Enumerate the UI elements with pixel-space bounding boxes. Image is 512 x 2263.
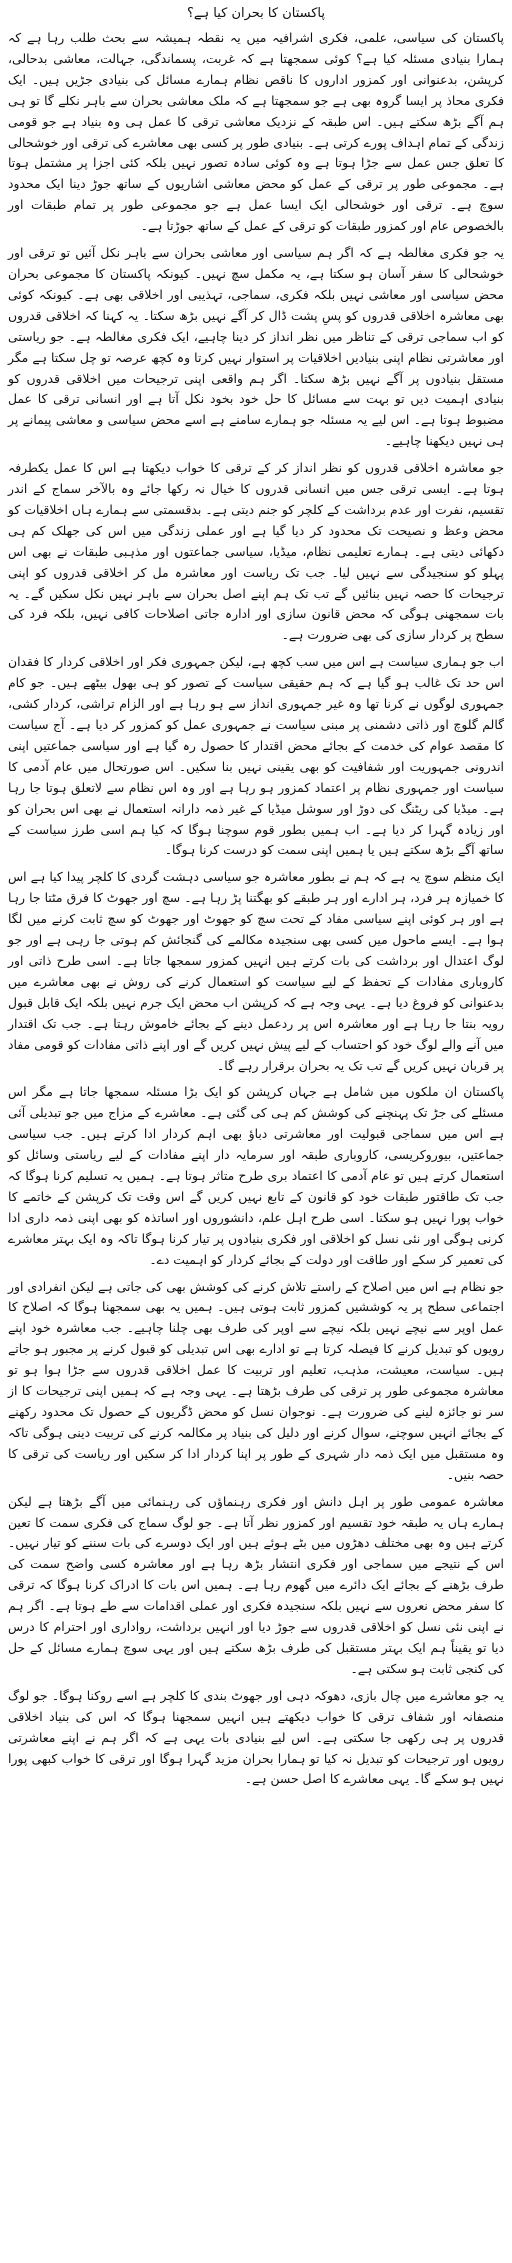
article-paragraph-4: اب جو ہماری سیاست ہے اس میں سب کچھ ہے، لیکن جمہوری فکر اور اخلاقی کردار کا فقدان اس حد تک غالب ہو گیا ہے کہ ہم حقیقی سیاست کے تصور کو ہی بھول بیٹھے ہیں۔ جو کام جمہوری لوگوں نے کرنا تھا وہ غیر جمہوری انداز سے ہو رہا ہے اور الزام تراشی، کردار کشی، گالم گلوچ اور ذاتی دشمنی پر مبنی سیاست نے جمہوری عمل کو کمزور کر دیا ہے۔ آج سیاست کا مقصد عوام کی خدمت کے بجائے محض اقتدار کا حصول رہ گیا ہے اور سیاسی جماعتیں اپنی اندرونی جمہوریت اور شفافیت کو بھی یقینی نہیں بنا سکیں۔ اس صورتحال میں عام آدمی کا سیاست اور جمہوری نظام پر اعتماد کمزور ہو رہا ہے اور وہ اس نظام سے لاتعلق ہوتا جا رہا ہے۔ میڈیا کی ریٹنگ کی دوڑ اور سوشل میڈیا کے غیر ذمہ دارانہ استعمال نے بھی اس بحران کو اور زیادہ گہرا کر دیا ہے۔ اب ہمیں بطور قوم سوچنا ہوگا کہ کیا ہم اسی طرز سیاست کے ساتھ آگے بڑھ سکتے ہیں یا ہمیں اپنی سمت کو درست کرنا ہوگا۔ [8,654,504,858]
article-paragraph-7: جو نظام ہے اس میں اصلاح کے راستے تلاش کرنے کی کوشش بھی کی جاتی ہے لیکن انفرادی اور اجتماعی سطح پر یہ کوششیں کمزور ثابت ہوتی ہیں۔ ہمیں یہ بھی سمجھنا ہوگا کہ اصلاح کا عمل اوپر سے نیچے نہیں بلکہ نیچے سے اوپر کی طرف بھی چلنا چاہیے۔ جب معاشرہ خود اپنے رویوں کو تبدیل کرنے کا فیصلہ کرتا ہے تو ادارے بھی اس تبدیلی کو قبول کرنے پر مجبور ہو جاتے ہیں۔ سیاست، معیشت، مذہب، تعلیم اور تربیت کا عمل اخلاقی قدروں سے جڑا ہوا ہو تو معاشرہ مجموعی طور پر ترقی کی طرف بڑھتا ہے۔ یہی وجہ ہے کہ ہمیں اپنی ترجیحات کا از سر نو جائزہ لینے کی ضرورت ہے۔ نوجوان نسل کو محض ڈگریوں کے حصول تک محدود رکھنے کے بجائے انہیں سوچنے، سوال کرنے اور دلیل کی بنیاد پر مکالمہ کرنے کی تربیت دینی ہوگی تاکہ وہ مستقبل میں ایک ذمہ دار شہری کے طور پر اپنا کردار ادا کر سکیں اور ریاست کی ترقی کا حصہ بنیں۔ [8,1278,504,1482]
article-paragraph-8: معاشرہ عمومی طور پر اہل دانش اور فکری رہنماؤں کی رہنمائی میں آگے بڑھتا ہے لیکن ہمارے ہاں یہ طبقہ خود تقسیم اور کمزور نظر آتا ہے۔ جو لوگ سماج کی فکری سمت کا تعین کرتے ہیں وہ بھی مختلف دھڑوں میں بٹے ہوئے ہیں اور ایک دوسرے کی بات سننے کو تیار نہیں۔ اس کے نتیجے میں سماجی اور فکری انتشار بڑھ رہا ہے اور معاشرہ کسی واضح سمت کی طرف بڑھنے کے بجائے ایک دائرے میں گھوم رہا ہے۔ ہمیں اس بات کا ادراک کرنا ہوگا کہ ترقی کا سفر محض نعروں سے نہیں بلکہ سنجیدہ فکری اور عملی اقدامات سے طے ہوتا ہے۔ اگر ہم نے اپنی نئی نسل کو اخلاقی قدروں سے جوڑ دیا اور انہیں برداشت، رواداری اور احترام کا درس دیا تو یقیناً ہم ایک بہتر مستقبل کی طرف بڑھ سکتے ہیں اور یہی سوچ ہمارے مسائل کے حل کی کنجی ثابت ہو سکتی ہے۔ [8,1493,504,1676]
article-paragraph-5: ایک منظم سوچ یہ ہے کہ ہم نے بطور معاشرہ جو سیاسی دہشت گردی کا کلچر پیدا کیا ہے اس کا خمیازہ ہر فرد، ہر ادارے اور ہر طبقے کو بھگتنا پڑ رہا ہے۔ سچ اور جھوٹ کا فرق مٹتا جا رہا ہے اور ہر کوئی اپنے سیاسی مفاد کے تحت سچ کو جھوٹ اور جھوٹ کو سچ ثابت کرنے میں لگا ہوا ہے۔ ایسے ماحول میں کسی بھی سنجیدہ مکالمے کی گنجائش کم ہوتی جا رہی ہے اور جو لوگ اعتدال اور برداشت کی بات کرتے ہیں انہیں کمزور سمجھا جاتا ہے۔ اسی طرح ذاتی اور کاروباری مفادات کے تحفظ کے لیے سیاست کو استعمال کرنے کی روش نے بھی معاشرے میں بدعنوانی کو فروغ دیا ہے۔ یہی وجہ ہے کہ کرپشن اب محض ایک جرم نہیں بلکہ ایک قابل قبول رویہ بنتا جا رہا ہے اور معاشرہ اس پر ردعمل دینے کے بجائے خاموش رہتا ہے۔ جب تک اقتدار میں آنے والے لوگ خود کو احتساب کے لیے پیش نہیں کریں گے اور اپنے ذاتی مفادات کو قومی مفاد پر قربان نہیں کریں گے تب تک یہ بحران برقرار رہے گا۔ [8,869,504,1073]
article-paragraph-1: پاکستان کی سیاسی، علمی، فکری اشرافیہ میں یہ نقطہ ہمیشہ سے بحث طلب رہا ہے کہ ہمارا بنیادی مسئلہ کیا ہے؟ کوئی سمجھتا ہے کہ غربت، پسماندگی، جہالت، معاشی بدحالی، کرپشن، بدعنوانی اور کمزور اداروں کا ناقص نظام ہمارے مسائل کی بنیادی جڑیں ہیں۔ ایک فکری محاذ پر ایسا گروہ بھی ہے جو سمجھتا ہے کہ ملک معاشی بحران سے باہر نکلے گا تو ہی ہم آگے بڑھ سکتے ہیں۔ اس طبقہ کے نزدیک معاشی ترقی کا عمل ہی وہ بنیاد ہے جو قومی زندگی کے تمام اہداف پورے کرتی ہے۔ بنیادی طور پر کسی بھی معاشرے کی ترقی اور خوشحالی کا تعلق جس عمل سے جڑا ہوتا ہے وہ کوئی سادہ تصور نہیں بلکہ کئی اجزا پر مشتمل ہوتا ہے۔ مجموعی طور پر ترقی کے عمل کو محض معاشی اشاریوں کے ساتھ جوڑ دینا ایک محدود سوچ ہے۔ ترقی اور خوشحالی ایک ایسا عمل ہے جو مجموعی طور پر تمام طبقات اور بالخصوص عام اور کمزور طبقات کو ترقی کے عمل کے ساتھ جوڑتا ہے۔ [8,30,504,234]
article-paragraph-2: یہ جو فکری مغالطہ ہے کہ اگر ہم سیاسی اور معاشی بحران سے باہر نکل آئیں تو ترقی اور خوشحالی کا سفر آسان ہو سکتا ہے، یہ مکمل سچ نہیں۔ کیونکہ پاکستان کا مجموعی بحران محض سیاسی اور معاشی نہیں بلکہ فکری، سماجی، تہذیبی اور اخلاقی بھی ہے۔ کیونکہ کوئی بھی معاشرہ اخلاقی قدروں کو پسِ پشت ڈال کر آگے نہیں بڑھ سکتا۔ یہ کہنا کہ اخلاقی قدروں کو اب سماجی ترقی کے تناظر میں نظر انداز کر دینا چاہیے، ایک فکری مغالطہ ہے۔ جو ریاستی اور معاشرتی نظام اپنی بنیادیں اخلاقیات پر استوار نہیں کرتا وہ کچھ عرصہ تو چل سکتا ہے مگر مستقل بنیادوں پر آگے نہیں بڑھ سکتا۔ اگر ہم واقعی اپنی ترجیحات میں اخلاقی قدروں کو بنیادی اہمیت دیں تو بہت سے مسائل کا حل خود بخود نکل آتا ہے اور انسانی ترقی کا عمل مضبوط ہوتا ہے۔ اس لیے یہ مسئلہ جو ہمارے سامنے ہے اسے محض سیاسی و معاشی پیمانے پر ہی نہیں دیکھنا چاہیے۔ [8,245,504,449]
article-paragraph-3: جو معاشرہ اخلاقی قدروں کو نظر انداز کر کے ترقی کا خواب دیکھتا ہے اس کا عمل یکطرفہ ہوتا ہے۔ ایسی ترقی جس میں انسانی قدروں کا خیال نہ رکھا جائے وہ بالآخر سماج کے اندر تقسیم، نفرت اور عدم برداشت کے کلچر کو جنم دیتی ہے۔ بدقسمتی سے ہمارے ہاں اخلاقیات کو محض وعظ و نصیحت تک محدود کر دیا گیا ہے اور عملی زندگی میں اس کی جھلک کم ہی دکھائی دیتی ہے۔ ہمارے تعلیمی نظام، میڈیا، سیاسی جماعتوں اور مذہبی طبقات نے بھی اس پہلو کو سنجیدگی سے نہیں لیا۔ جب تک ریاست اور معاشرہ مل کر اخلاقی قدروں کو اپنی ترجیحات کا حصہ نہیں بنائیں گے تب تک ہم اپنے اصل بحران سے باہر نہیں نکل سکیں گے۔ یہ بات سمجھنی ہوگی کہ محض قانون سازی اور ادارہ جاتی اصلاحات کافی نہیں، بلکہ فرد کی سطح پر کردار سازی کی بھی ضرورت ہے۔ [8,460,504,643]
article-paragraph-9: یہ جو معاشرے میں چال بازی، دھوکہ دہی اور جھوٹ بندی کا کلچر ہے اسے روکنا ہوگا۔ جو لوگ منصفانہ اور شفاف ترقی کا خواب دیکھتے ہیں انہیں سمجھنا ہوگا کہ اس کی بنیاد اخلاقی قدروں پر ہی رکھی جا سکتی ہے۔ اس لیے بنیادی بات یہی ہے کہ اگر ہم نے اپنے معاشرتی رویوں اور ترجیحات کو تبدیل نہ کیا تو ہمارا بحران مزید گہرا ہوگا اور ترقی کا خواب کبھی پورا نہیں ہو سکے گا۔ یہی معاشرے کا اصل حسن ہے۔ [8,1687,504,1787]
article-title: پاکستان کا بحران کیا ہے؟ [186,6,326,21]
article-paragraph-6: پاکستان ان ملکوں میں شامل ہے جہاں کرپشن کو ایک بڑا مسئلہ سمجھا جاتا ہے مگر اس مسئلے کی جڑ تک پہنچنے کی کوشش کم ہی کی گئی ہے۔ معاشرے کے مزاج میں جو تبدیلی آئی ہے اس میں سماجی قبولیت اور معاشرتی دباؤ بھی اہم کردار ادا کرتے ہیں۔ جب سیاسی جماعتیں، بیوروکریسی، کاروباری طبقہ اور سرمایہ دار اپنے مفادات کے لیے ریاستی وسائل کو استعمال کرتے ہیں تو عام آدمی کا اعتماد بری طرح متاثر ہوتا ہے۔ ہمیں یہ تسلیم کرنا ہوگا کہ جب تک طاقتور طبقات خود کو قانون کے تابع نہیں کریں گے اس وقت تک کرپشن کے خاتمے کا خواب پورا نہیں ہو سکتا۔ اسی طرح اہل علم، دانشوروں اور اساتذہ کو بھی اپنی ذمہ داری ادا کرنی ہوگی اور نئی نسل کو اخلاقی اور فکری بنیادوں پر تیار کرنا ہوگا تاکہ وہ ایک بہتر معاشرے کی تعمیر کر سکے اور طاقت اور دولت کے بجائے کردار کو اہمیت دے۔ [8,1084,504,1267]
